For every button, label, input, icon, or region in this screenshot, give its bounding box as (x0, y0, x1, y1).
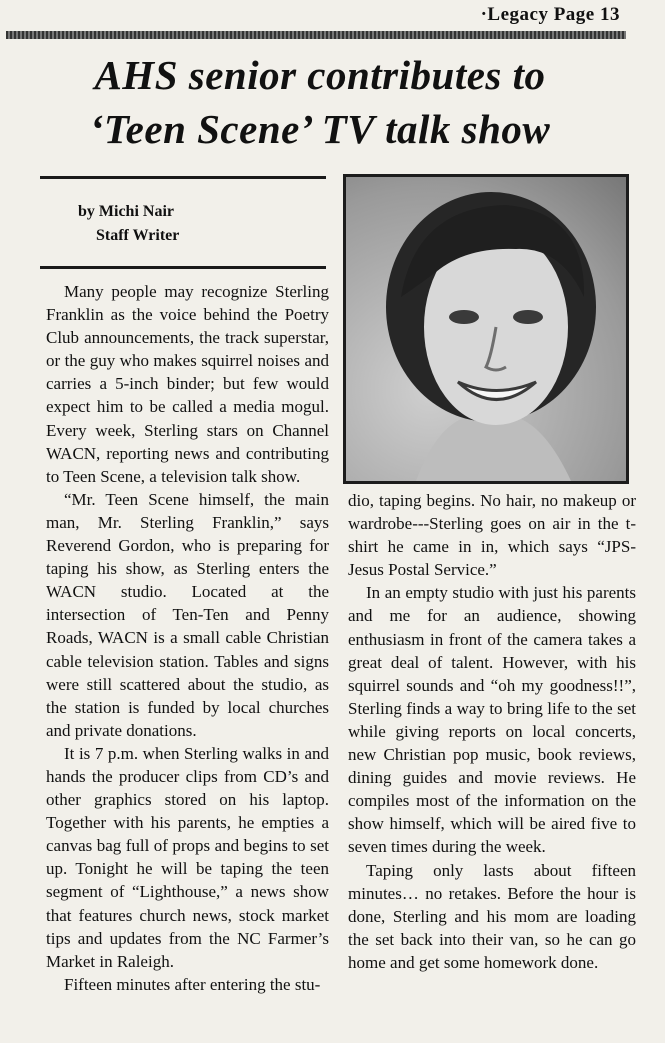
headline (10, 48, 630, 156)
article-paragraph: “Mr. Teen Scene himself, the main man, Mr. Sterling Franklin,” says Reverend Gordon, who is preparing for taping his show, as Sterling enters the WACN studio. Located at the intersection of Ten-Ten and Penny Roads, WACN is a small cable Christian cable television station. Tables and signs were still scattered about the studio, as the station is funded by local churches and private donations. (46, 489, 329, 740)
article-paragraph: dio, taping begins. No hair, no makeup or wardrobe---Sterling goes on air in the t-shirt he came in in, which says “JPS- Jesus Postal Service.” (348, 491, 636, 580)
headline-line-1: AHS senior contributes to (94, 52, 546, 98)
byline-bottom-rule (40, 266, 326, 269)
byline (78, 200, 179, 248)
byline-author: by Michi Nair (78, 203, 174, 220)
article-column-2 (348, 489, 636, 974)
byline-top-rule (40, 176, 326, 179)
article-paragraph: It is 7 p.m. when Sterling walks in and hands the producer clips from CD’s and other graphics stored on his laptop. Together with his parents, he empties a canvas bag full of props and begins to set up. Tonight he will be taping the teen segment of “Lighthouse,” a news show that features church news, stock market tips and updates from the NC Farmer’s Market in Raleigh. (46, 743, 329, 971)
article-paragraph: In an empty studio with just his parents and me for an audience, showing enthusiasm in front of the camera takes a great deal of talent. However, with his squirrel sounds and “oh my goodness!!”, Sterling finds a way to bring life to the set while giving reports on local concerts, new Christian pop music, book reviews, dining guides and movie reviews. He compiles most of the information on the show himself, which will be aired five to seven times during the week. (348, 583, 636, 857)
article-paragraph: Fifteen minutes after entering the stu- (64, 974, 321, 994)
portrait-image (346, 177, 626, 481)
article-paragraph: Many people may recognize Sterling Franklin as the voice behind the Poetry Club announcements, the track superstar, or the guy who makes squirrel noises and carries a 5-inch binder; but few would expect him to be called a media mogul. Every week, Sterling stars on Channel WACN, reporting news and contributing to Teen Scene, a television talk show. (46, 282, 329, 486)
article-column-1 (46, 280, 329, 996)
portrait-photo (343, 174, 629, 484)
headline-line-2: ‘Teen Scene’ TV talk show (89, 106, 551, 152)
page-number-header: ·Legacy Page 13 (480, 4, 620, 25)
header-rule (6, 31, 626, 39)
byline-title: Staff Writer (96, 227, 180, 244)
portrait-illustration (346, 177, 626, 481)
article-paragraph: Taping only lasts about fifteen minutes… no retakes. Before the hour is done, Sterling and his mom are loading the set back into their van, so he can go home and get some homework done. (348, 860, 636, 972)
